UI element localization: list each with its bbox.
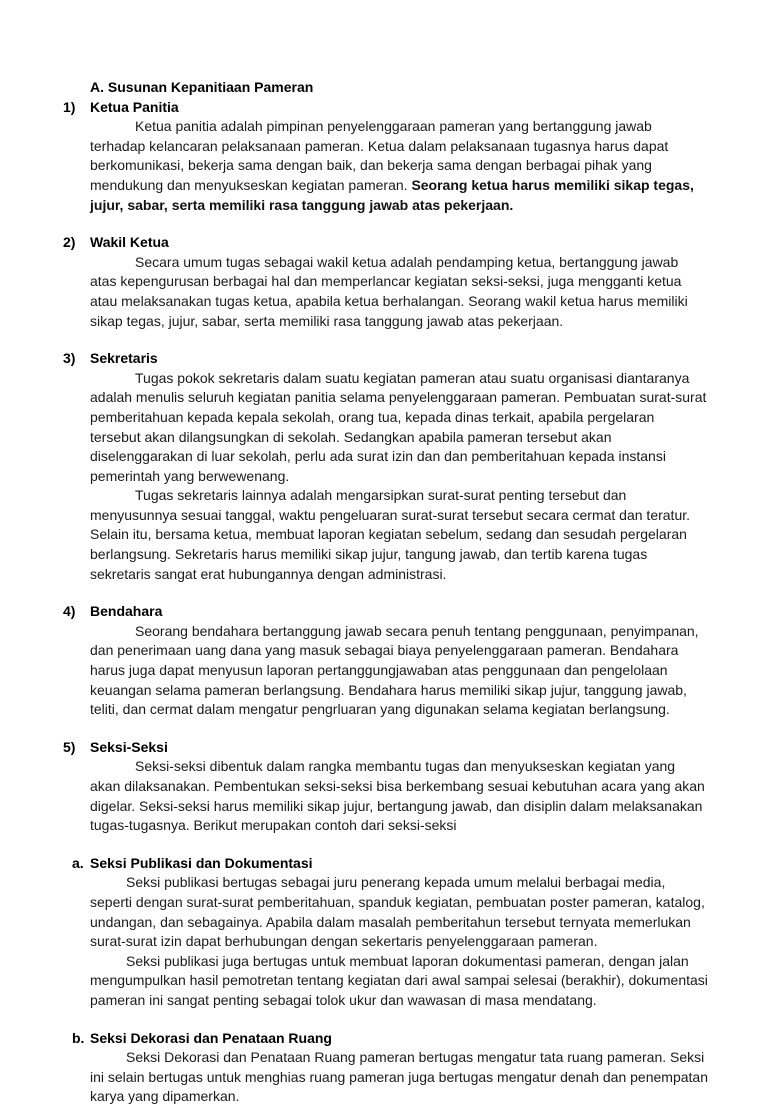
paragraph: [90, 369, 708, 487]
section-header: [63, 854, 708, 874]
section: [63, 854, 708, 1011]
paragraph: [90, 253, 708, 331]
text-run: Seorang bendahara bertanggung jawab secara penuh tentang penggunaan, penyimpanan, dan penerimaan uang dana yang masuk sebagai biaya penyelenggaraan pameran. Bendahara harus juga dapat menyusun laporan pertanggungjawaban atas penggunaan dan pengelolaan keuangan selama pameran berlangsung. Bendahara harus memiliki sikap jujur, tanggung jawab, teliti, dan cermat dalam mengatur pengrluaran yang digunakan selama kegiatan berlangsung.: [90, 622, 699, 718]
text-run: Seksi-seksi dibentuk dalam rangka membantu tugas dan menyukseskan kegiatan yang akan dilaksanakan. Pembentukan seksi-seksi bisa berkembang sesuai kebutuhan acara yang akan digelar. Seksi-seksi harus memiliki sikap jujur, bertangung jawab, dan disiplin dalam melaksanakan tugas-tugasnya. Berikut merupakan contoh dari seksi-seksi: [90, 758, 705, 834]
text-run: Seksi publikasi bertugas sebagai juru penerang kepada umum melalui berbagai media, seperti dengan surat-surat pemberitahuan, spanduk kegiatan, pembuatan poster pameran, katalog, undangan, dan sebagainya. Apabila dalam masalah pemberitahun tersebut ternyata memerlukan surat-surat izin dapat berhubungan dengan sekertaris penyelenggaraan pameran.: [90, 874, 705, 950]
section-heading: Seksi-Seksi: [90, 738, 168, 755]
section-marker: 1): [63, 98, 76, 115]
section-marker: 5): [63, 738, 76, 755]
text-run: Tugas sekretaris lainnya adalah mengarsipkan surat-surat penting tersebut dan menyusunnya sesuai tanggal, waktu pengeluaran surat-surat tersebut secara cermat dan teratur. Selain itu, bersama ketua, membuat laporan kegiatan sebelum, sedang dan sesudah pergelaran berlangsung. Sekretaris harus memiliki sikap jujur, tangung jawab, dan tertib karena tugas sekretaris sangat erat hubungannya dengan administrasi.: [90, 487, 691, 582]
section-header: [63, 233, 708, 253]
section-heading: Wakil Ketua: [90, 234, 169, 251]
paragraph: [90, 1048, 708, 1107]
page-title: A. Susunan Kepanitiaan Pameran: [90, 79, 314, 95]
section-marker: 4): [63, 603, 76, 620]
text-run: Ketua panitia adalah pimpinan penyelenggaraan pameran yang bertanggung jawab terhadap kelancaran pelaksanaan pameran. Ketua dalam pelaksanaan tugasnya harus dapat berkomunikasi, bekerja sama dengan baik, dan bekerja sama dengan berbagai pihak yang mendukung dan menyukseskan kegiatan pameran.: [90, 118, 669, 193]
section: [63, 1029, 708, 1107]
section-header: [63, 349, 708, 369]
section-header: [63, 1029, 708, 1049]
section-heading: Seksi Publikasi dan Dokumentasi: [90, 854, 313, 871]
section: [63, 738, 708, 836]
section-heading: Ketua Panitia: [90, 98, 179, 115]
section-marker: b.: [72, 1029, 85, 1046]
paragraph: [90, 952, 708, 1011]
paragraph: [90, 486, 708, 584]
section-heading: Sekretaris: [90, 350, 158, 367]
text-run: Seorang ketua harus memiliki sikap tegas, jujur, sabar, serta memiliki rasa tanggung jawab atas pekerjaan.: [90, 176, 694, 213]
section-header: [63, 98, 708, 118]
section-header: [63, 738, 708, 758]
paragraph: [90, 622, 708, 720]
section-marker: a.: [72, 854, 84, 871]
section-list: [63, 98, 708, 1107]
text-run: Seksi publikasi juga bertugas untuk membuat laporan dokumentasi pameran, dengan jalan mengumpulkan hasil pemotretan tentang kegiatan dari awal sampai selesai (berakhir), dokumentasi pameran ini sangat penting sebagai tolok ukur dan wawasan di masa mendatang.: [90, 952, 708, 1008]
text-run: Seksi Dekorasi dan Penataan Ruang pameran bertugas mengatur tata ruang pameran. Seksi ini selain bertugas untuk menghias ruang pameran juga bertugas mengatur denah dan penempatan karya yang dipamerkan.: [90, 1049, 708, 1105]
section-marker: 3): [63, 350, 76, 367]
section: [63, 602, 708, 720]
section-heading: Seksi Dekorasi dan Penataan Ruang: [90, 1029, 332, 1046]
paragraph: [90, 117, 708, 215]
section: [63, 233, 708, 331]
section-marker: 2): [63, 234, 76, 251]
paragraph: [90, 757, 708, 835]
document-content: [63, 78, 708, 1107]
text-run: Tugas pokok sekretaris dalam suatu kegiatan pameran atau suatu organisasi diantaranya adalah menulis seluruh kegiatan panitia selama penyelenggaraan pameran. Pembuatan surat-surat pemberitahuan kepada kepala sekolah, orang tua, kepada dinas terkait, apabila pergelaran tersebut akan dilangsungkan di sekolah. Sedangkan apabila pameran tersebut akan diselenggarakan di luar sekolah, perlu ada surat izin dan dan pemberitahuan kepada instansi pemerintah yang berwewenang.: [90, 369, 707, 484]
paragraph: [90, 873, 708, 951]
section-header: [63, 602, 708, 622]
section-heading: Bendahara: [90, 603, 163, 620]
section: [63, 98, 708, 216]
section: [63, 349, 708, 584]
text-run: Secara umum tugas sebagai wakil ketua adalah pendamping ketua, bertanggung jawab atas kepengurusan berbagai hal dan memperlancar kegiatan seksi-seksi, juga mengganti ketua atau melaksanakan tugas ketua, apabila ketua berhalangan. Seorang wakil ketua harus memiliki sikap tegas, jujur, sabar, serta memiliki rasa tanggung jawab atas pekerjaan.: [90, 253, 688, 329]
